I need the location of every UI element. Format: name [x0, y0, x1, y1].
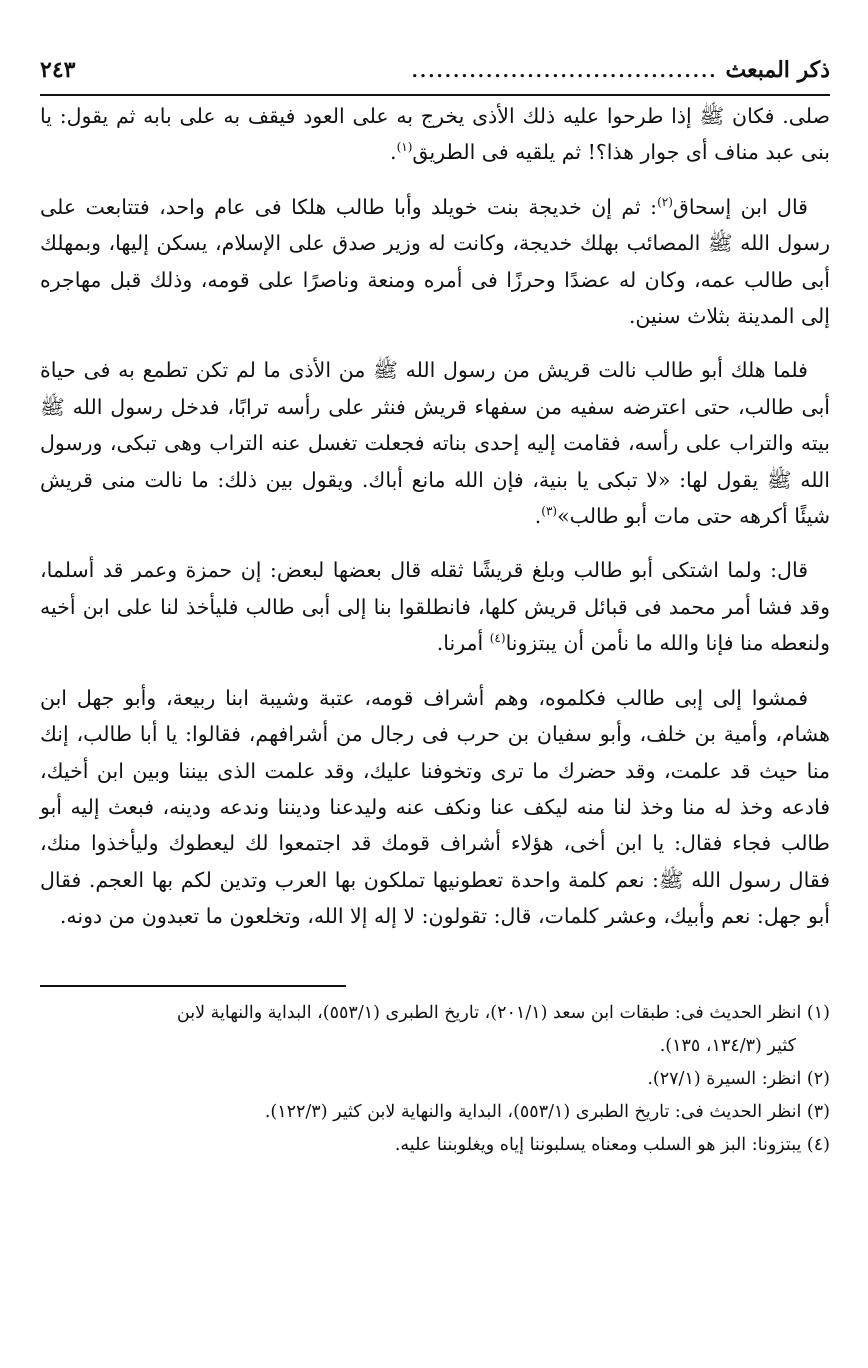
- paragraph: فلما هلك أبو طالب نالت قريش من رسول الله ﷺ من الأذى ما لم تكن تطمع به فى حياة أبى طالب، حتى اعترضه سفيه من سفهاء قريش فنثر على رأسه ترابًا، فدخل رسول الله ﷺ بيته والتراب على رأسه، فقامت إليه إحدى بناته فجعلت تغسل عنه التراب وهى تبكى، ورسول الله ﷺ يقول لها: «لا تبكى يا بنية، فإن الله مانع أباك. ويقول بين ذلك: ما نالت منى قريش شيئًا أكرهه حتى مات أبو طالب»$^{(٣)}$.: [40, 358, 830, 529]
- paragraph: صلى. فكان ﷺ إذا طرحوا عليه ذلك الأذى يخرج به على العود فيقف به على بابه ثم يقول: يا بنى عبد مناف أى جوار هذا؟! ثم يلقيه فى الطريق$^{(١)}$.: [40, 104, 830, 165]
- paragraph: قال ابن إسحاق$^{(٢)}$: ثم إن خديجة بنت خويلد وأبا طالب هلكا فى عام واحد، فتتابعت على رسول الله ﷺ المصائب بهلك خديجة، وكانت له وزير صدق على الإسلام، يسكن إليها، وبمهلك أبى طالب عمه، وكان له عضدًا وحرزًا فى أمره ومنعة وناصرًا على قومه، وذلك قبل مهاجره إلى المدينة بثلاث سنين.: [40, 194, 830, 329]
- footnote-divider: [40, 985, 346, 987]
- page-number: ٢٤٣: [40, 57, 76, 83]
- paragraph: قال: ولما اشتكى أبو طالب وبلغ قريشًا ثقله قال بعضها لبعض: إن حمزة وعمر قد أسلما، وقد فشا أمر محمد فى قبائل قريش كلها، فانطلقوا بنا إلى أبى طالب فليأخذ لنا على ابن أخيه ولنعطه منا فإنا والله ما نأمن أن يبتزونا$^{(٤)}$ أمرنا.: [40, 558, 830, 656]
- footnote-ref: (١): [396, 140, 413, 155]
- chapter-title: ذكر المبعث: [725, 57, 830, 83]
- running-head: [40, 52, 830, 96]
- footnotes: [40, 997, 830, 1162]
- paragraph: فمشوا إلى إبى طالب فكلموه، وهم أشراف قومه، عتبة وشيبة ابنا ربيعة، وأبو جهل ابن هشام، وأمية بن خلف، وأبو سفيان بن حرب فى رجال من أشرافهم، فقالوا: يا أبا طالب، إنك منا حيث قد علمت، وقد حضرك ما ترى وتخوفنا عليك، وقد علمت الذى بيننا وبين ابن أخيك، فادعه وخذ له منا وخذ لنا منه ليكف عنا ونكف عنه وليدعنا وديننا وندعه ودينه، فبعث إليه أبو طالب فجاء فقال: يا ابن أخى، هؤلاء أشراف قومك قد اجتمعوا لك ليعطوك وليأخذوا منك، فقال رسول الله ﷺ: نعم كلمة واحدة تعطونيها تملكون بها العرب وتدين لكم بها العجم. فقال أبو جهل: نعم وأبيك، وعشر كلمات، قال: تقولون: لا إله إلا الله، وتخلعون ما تعبدون من دونه.: [40, 685, 830, 929]
- footnote: (٤) يبتزونا: البز هو السلب ومعناه يسلبوننا إياه ويغلوبننا عليه.: [394, 1134, 830, 1155]
- footnote-ref: (٢): [657, 194, 673, 209]
- leader-dots: .....................................: [411, 61, 718, 82]
- footnote-ref: (٣): [541, 504, 558, 519]
- footnote: (٣) انظر الحديث فى: تاريخ الطبرى (٥٥٣/١)، البداية والنهاية لابن كثير (١٢٢/٣).: [264, 1101, 830, 1122]
- footnote: (١) انظر الحديث فى: طبقات ابن سعد (٢٠١/١)، تاريخ الطبرى (٥٥٣/١)، البداية والنهاية لابن كثير (١٣٤/٣، ١٣٥).: [176, 1002, 830, 1056]
- footnote-ref: (٤): [489, 631, 506, 646]
- footnote: (٢) انظر: السيرة (٢٧/١).: [647, 1068, 830, 1089]
- book-page: [40, 52, 830, 1162]
- body-text: [40, 98, 830, 935]
